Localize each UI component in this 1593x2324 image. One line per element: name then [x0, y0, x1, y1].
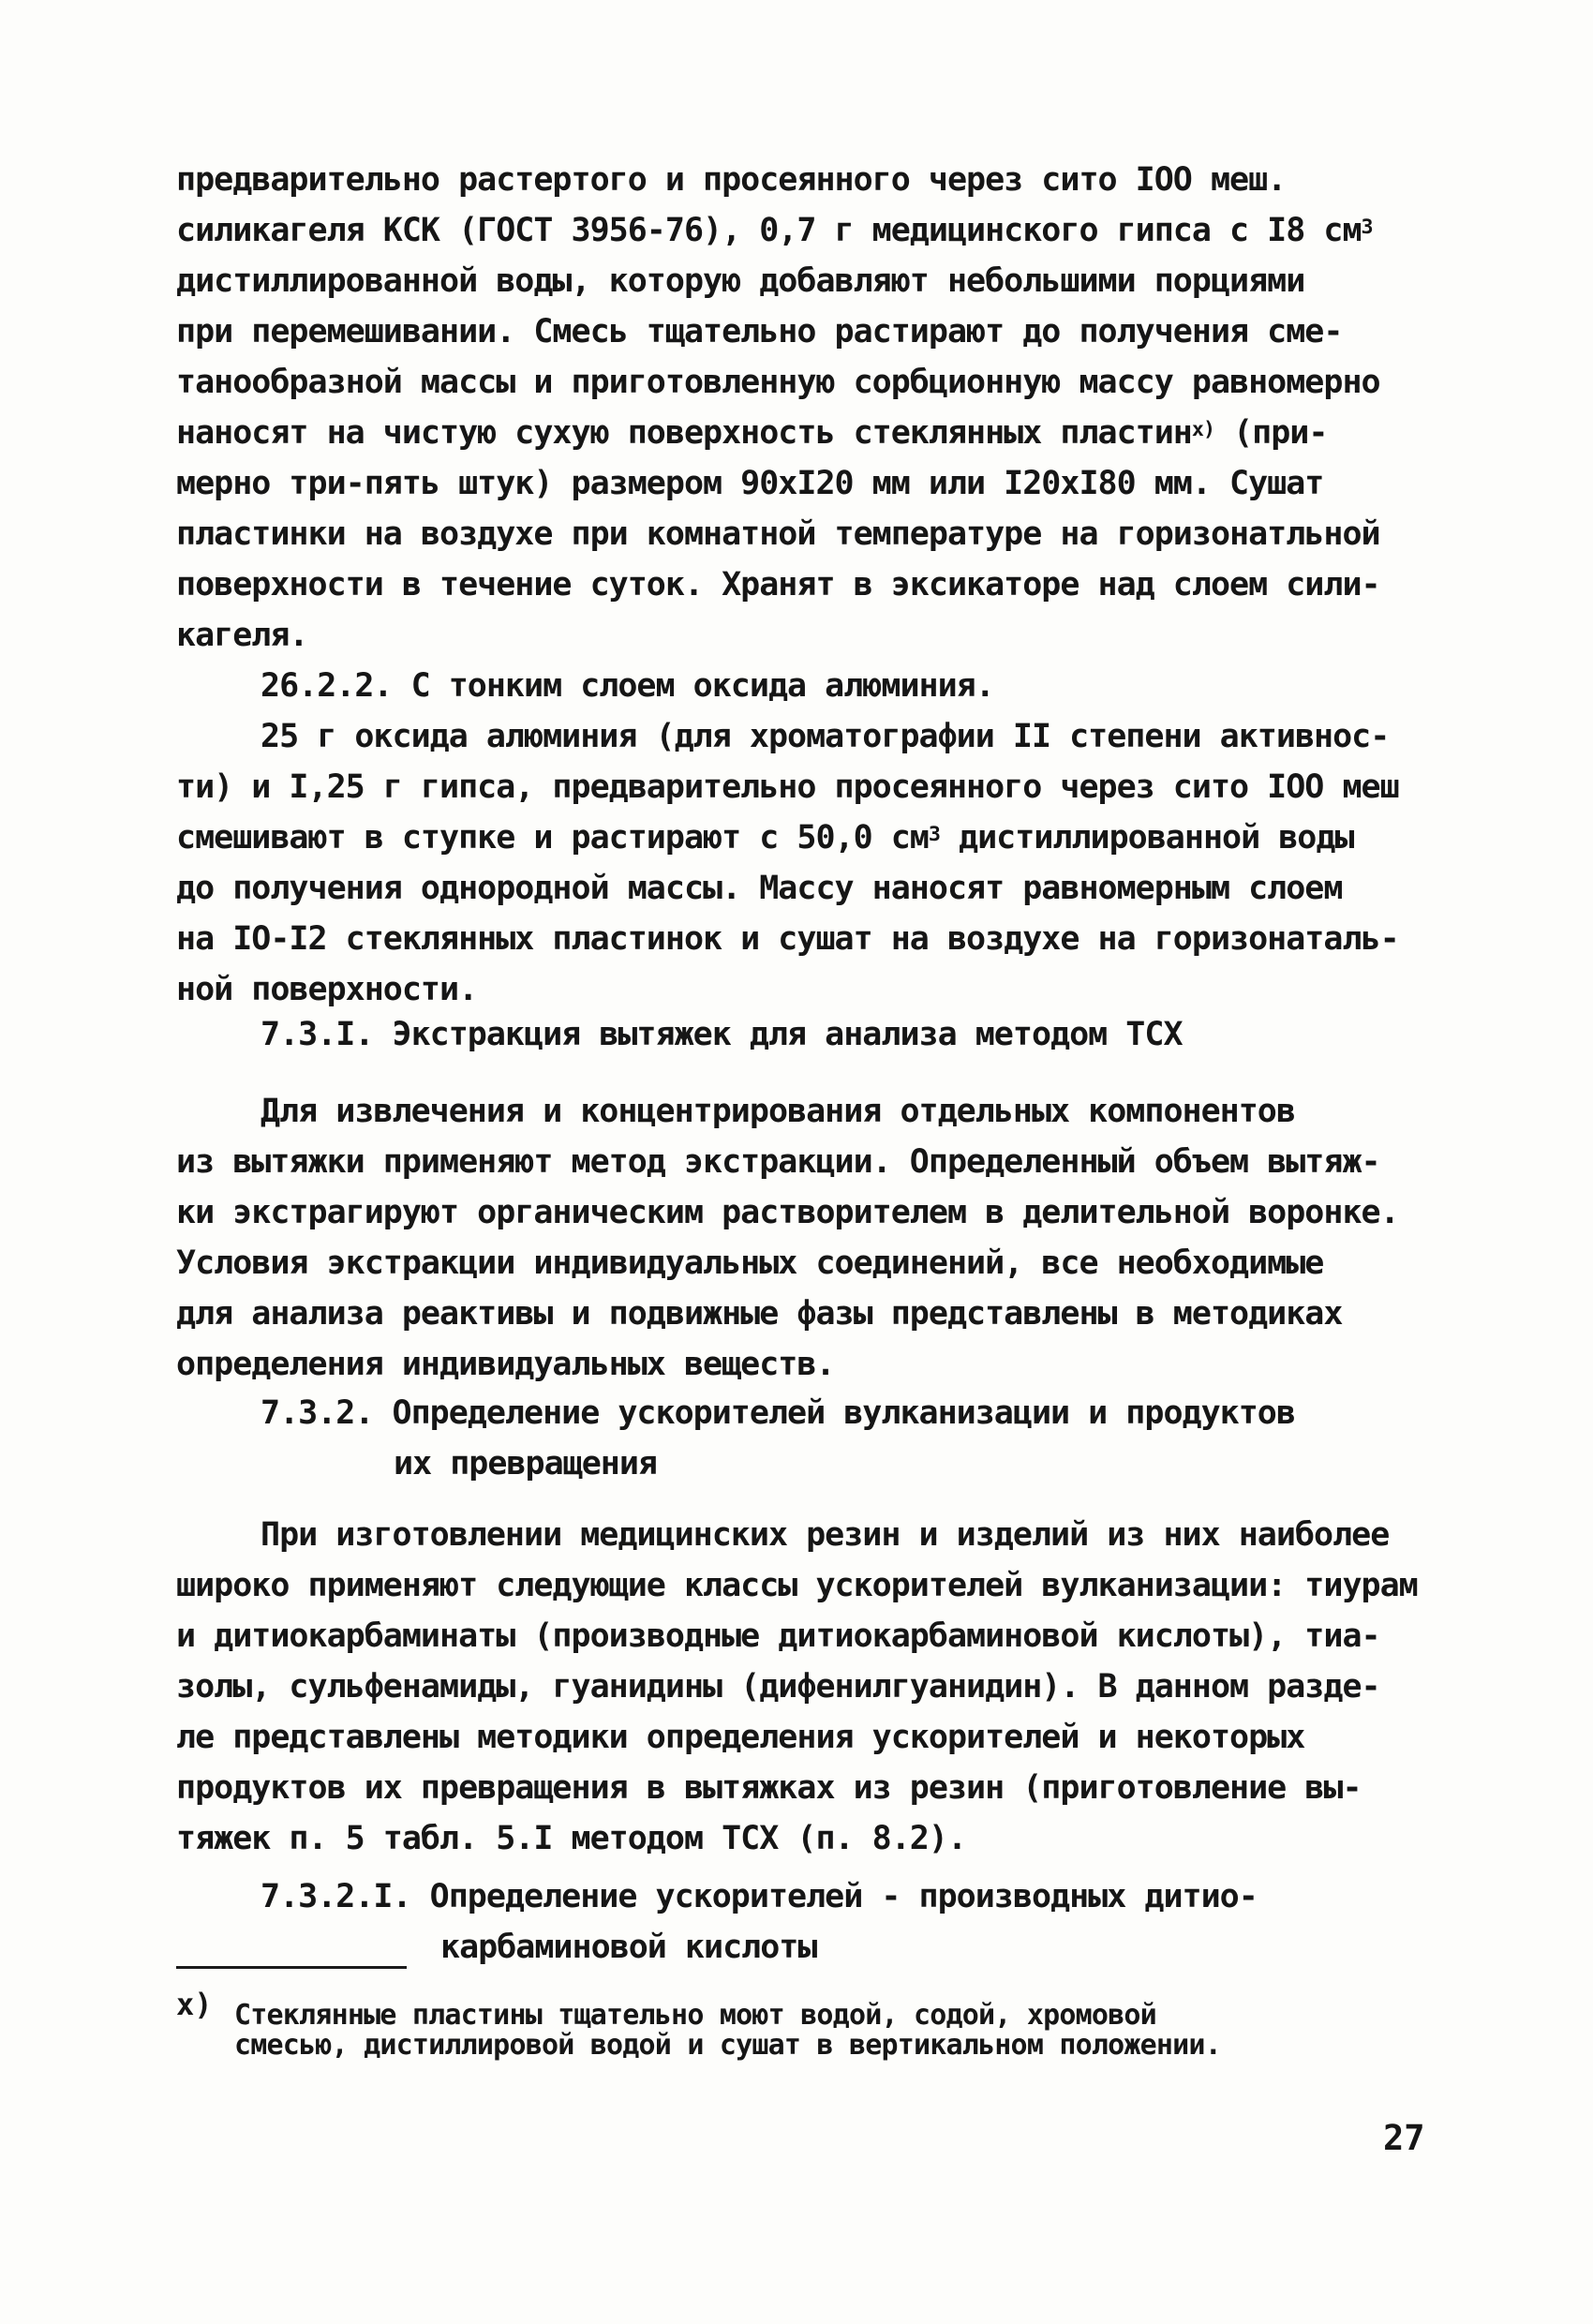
footnote-rule: [176, 1966, 407, 1969]
body-line: из вытяжки применяют метод экстракции. Определенный объем вытяж-: [176, 1143, 1380, 1181]
superscript: 3: [1361, 216, 1373, 240]
body-line: танообразной массы и приготовленную сорбционную массу равномерно: [176, 364, 1380, 401]
body-line: золы, сульфенамиды, гуанидины (дифенилгуанидин). В данном разде-: [176, 1668, 1380, 1706]
body-line: широко применяют следующие классы ускорителей вулканизации: тиурам: [176, 1567, 1418, 1604]
body-line: ки экстрагируют органическим растворителем в делительной воронке.: [176, 1194, 1399, 1231]
body-line: При изготовлении медицинских резин и изделий из них наиболее: [261, 1516, 1390, 1554]
body-line: при перемешивании. Смесь тщательно растирают до получения сме-: [176, 313, 1343, 350]
body-line: наносят на чистую сухую поверхность стеклянных пластин$^{х)}$ (при-: [176, 414, 1328, 452]
body-line: на IО-I2 стеклянных пластинок и сушат на воздухе на горизонаталь-: [176, 920, 1399, 958]
body-line: для анализа реактивы и подвижные фазы представлены в методиках: [176, 1295, 1343, 1333]
footnote-line: смесью, дистиллировой водой и сушат в вертикальном положении.: [234, 2029, 1221, 2062]
body-line: ной поверхности.: [176, 971, 478, 1008]
body-line: дистиллированной воды, которую добавляют небольшими порциями: [176, 262, 1305, 300]
body-line: 25 г оксида алюминия (для хроматографии II степени активнос-: [261, 718, 1390, 755]
body-line: тяжек п. 5 табл. 5.I методом ТСХ (п. 8.2).: [176, 1820, 967, 1857]
body-line: предварительно растертого и просеянного через сито IОО меш.: [176, 161, 1287, 199]
body-line: мерно три-пять штук) размером 90хI20 мм или I20хI80 мм. Сушат: [176, 465, 1324, 502]
superscript: 3: [928, 823, 940, 847]
section-heading: 7.3.I. Экстракция вытяжек для анализа методом ТСХ: [261, 1016, 1183, 1053]
body-line: смешивают в ступке и растирают с 50,0 $см^3$ дистиллированной воды: [176, 819, 1354, 857]
footnote-marker: х): [176, 1987, 213, 2022]
body-line: ти) и I,25 г гипса, предварительно просеянного через сито IОО меш: [176, 768, 1399, 806]
body-line: силикагеля КСК (ГОСТ 3956-76), 0,7 г медицинского гипса с I8 $см^3$: [176, 212, 1373, 249]
section-heading: карбаминовой кислоты: [440, 1929, 817, 1966]
footnote-line: Стеклянные пластины тщательно моют водой, содой, хромовой: [234, 1999, 1156, 2032]
body-line: поверхности в течение суток. Хранят в эксикаторе над слоем сили-: [176, 566, 1380, 603]
body-line: кагеля.: [176, 617, 308, 654]
body-line: определения индивидуальных веществ.: [176, 1346, 835, 1383]
section-heading: их превращения: [394, 1445, 658, 1482]
body-line: ле представлены методики определения ускорителей и некоторых: [176, 1719, 1305, 1756]
section-heading: 7.3.2. Определение ускорителей вулканизации и продуктов: [261, 1394, 1295, 1432]
body-line: Для извлечения и концентрирования отдельных компонентов: [261, 1093, 1295, 1130]
body-line: и дитиокарбаминаты (производные дитиокарбаминовой кислоты), тиа-: [176, 1617, 1380, 1655]
section-heading: 26.2.2. С тонким слоем оксида алюминия.: [261, 667, 994, 705]
body-line: продуктов их превращения в вытяжках из резин (приготовление вы-: [176, 1769, 1362, 1807]
body-line: до получения однородной массы. Массу наносят равномерным слоем: [176, 870, 1343, 907]
section-heading: 7.3.2.I. Определение ускорителей - производных дитио-: [261, 1878, 1258, 1915]
footnote-ref: х): [1191, 418, 1215, 442]
page-number: 27: [1383, 2118, 1425, 2158]
body-line: пластинки на воздухе при комнатной температуре на горизонатльной: [176, 515, 1380, 553]
body-line: Условия экстракции индивидуальных соединений, все необходимые: [176, 1244, 1324, 1282]
